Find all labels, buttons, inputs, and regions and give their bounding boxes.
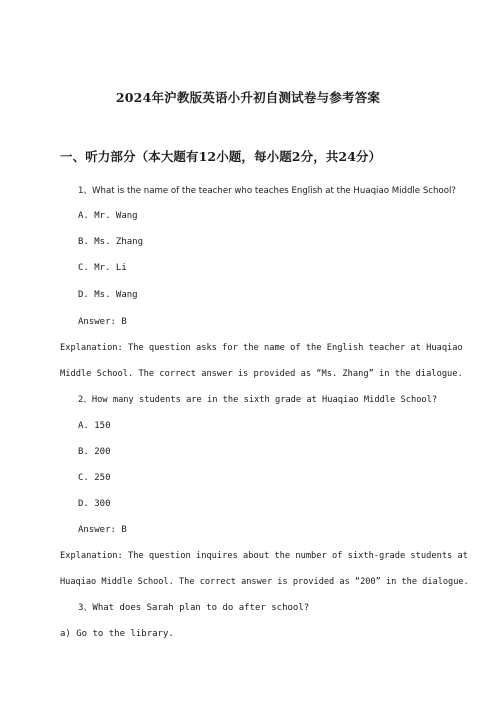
question-2-explanation-line-1: Explanation: The question inquires about the number of sixth-grade students at [60, 551, 468, 561]
question-2-option-d: D. 300 [78, 499, 111, 509]
question-1-text: 1、What is the name of the teacher who teaches English at the Huaqiao Middle School? [78, 186, 456, 196]
document-title: 2024年沪教版英语小升初自测试卷与参考答案 [115, 90, 381, 105]
question-1-explanation-line-2: Middle School. The correct answer is provided as “Ms. Zhang” in the dialogue. [60, 369, 463, 379]
question-3-text: 3、What does Sarah plan to do after school? [78, 603, 310, 613]
question-2-option-c: C. 250 [78, 473, 111, 483]
question-1-option-a: A. Mr. Wang [78, 211, 138, 221]
question-2-explanation-line-2: Huaqiao Middle School. The correct answer is provided as “200” in the dialogue. [60, 577, 469, 587]
section-heading: 一、听力部分（本大题有12小题，每小题2分，共24分） [60, 149, 382, 164]
question-1-option-d: D. Ms. Wang [78, 290, 138, 300]
question-1-explanation-line-1: Explanation: The question asks for the name of the English teacher at Huaqiao [60, 343, 463, 353]
question-1-answer: Answer: B [78, 317, 127, 327]
question-2-text: 2、How many students are in the sixth grade at Huaqiao Middle School? [78, 395, 438, 405]
question-2-answer: Answer: B [78, 525, 127, 535]
question-1-option-c: C. Mr. Li [78, 263, 127, 273]
question-2-option-b: B. 200 [78, 447, 111, 457]
question-3-option-a: a) Go to the library. [60, 629, 174, 639]
question-2-option-a: A. 150 [78, 421, 111, 431]
question-1-option-b: B. Ms. Zhang [78, 237, 144, 247]
